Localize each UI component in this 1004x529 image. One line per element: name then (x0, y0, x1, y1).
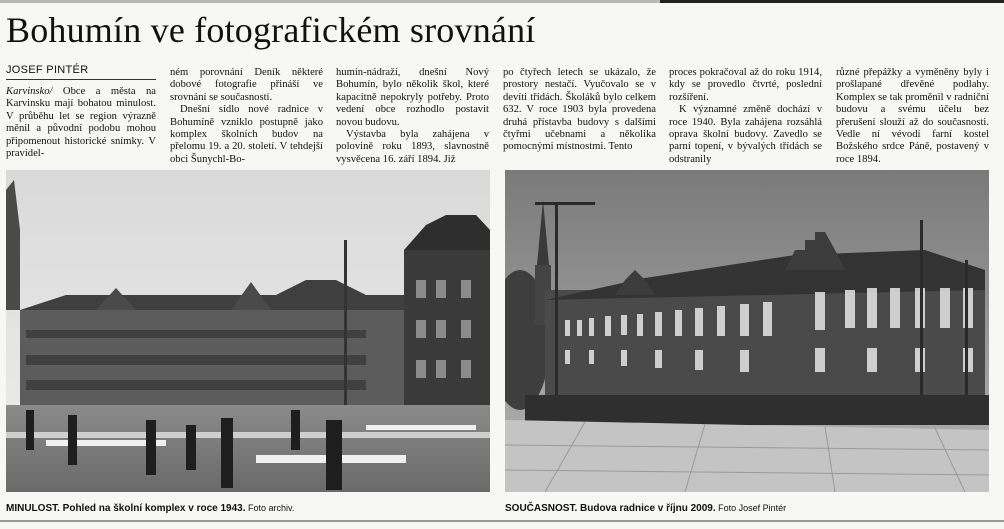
column-4-para-1: po čtyřech letech se ukázalo, že prostory nestačí. Vyučovalo se v devíti třídách. Školáků bylo celkem 632. V roce 1903 byla provedena druhá přístavba budovy s dalšími čtyřmi učebnami a několika pomocnými místnostmi. Tento (503, 67, 656, 153)
article-column-3 (336, 67, 489, 166)
caption-left (6, 503, 294, 514)
caption-right-text: Budova radnice v říjnu 2009. (577, 503, 716, 514)
caption-right-credit: Foto Josef Pintér (715, 503, 787, 513)
article-column-5 (669, 67, 822, 166)
current-photo-drawing (505, 170, 989, 492)
article-column-2 (170, 67, 323, 166)
column-3-para-1: humín-nádraží, dnešní Nový Bohumín, bylo několik škol, které kapacitně nepokryly potřeby. Proto vedení obce rozhodlo postavit novou budovu. (336, 67, 489, 128)
article-column-4 (503, 67, 656, 154)
column-2-para-1: ném porovnání Deník některé dobové fotografie přináší ve srovnání se současností. (170, 67, 323, 103)
column-5-para-2: K významné změně dochází v roce 1940. Byla zahájena rozsáhlá oprava školní budovy. Zavedlo se parní topení, v bývalých třídách se odstranily (669, 104, 822, 165)
historic-photo-1943 (6, 170, 490, 492)
column-1-text: Obce a města na Karvinsku mají bohatou minulost. V průběhu let se region výrazně měnil a původní podobu mohou připomenout historické snímky. V pravidel- (6, 86, 156, 160)
dateline: Karvinsko/ (6, 86, 53, 97)
caption-left-label: MINULOST. (6, 503, 60, 514)
top-rule-dark (660, 0, 1004, 3)
caption-right (505, 503, 786, 514)
caption-left-text: Pohled na školní komplex v roce 1943. (59, 503, 246, 514)
bottom-rule (0, 520, 1004, 522)
current-photo-2009 (505, 170, 989, 492)
article-column-1 (6, 86, 156, 160)
byline: JOSEF PINTÉR (6, 64, 156, 80)
article-column-6 (836, 67, 989, 166)
caption-left-credit: Foto archiv. (245, 503, 295, 513)
column-2-para-2: Dnešní sídlo nové radnice v Bohumíně vzniklo postupně jako komplex školních budov na přelomu 19. a 20. století. V tehdejší obci Šunychl-Bo- (170, 104, 323, 165)
column-3-para-2: Výstavba byla zahájena v polovině roku 1893, slavnostně vysvěcena 16. září 1894. Již (336, 129, 489, 165)
column-5-para-1: proces pokračoval až do roku 1914, kdy se provedlo čtvrté, poslední rozšíření. (669, 67, 822, 103)
historic-photo-drawing (6, 170, 490, 492)
column-6-para-1: různé přepážky a vyměněny byly i prošlapané dřevěné podlahy. Komplex se tak proměnil v radniční budovu a svému účelu bez přerušení slouží až do současnosti. Vedle ní vévodí farní kostel Božského srdce Páně, postavený v roce 1894. (836, 67, 989, 165)
caption-right-label: SOUČASNOST. (505, 503, 578, 514)
headline: Bohumín ve fotografickém srovnání (6, 10, 536, 50)
